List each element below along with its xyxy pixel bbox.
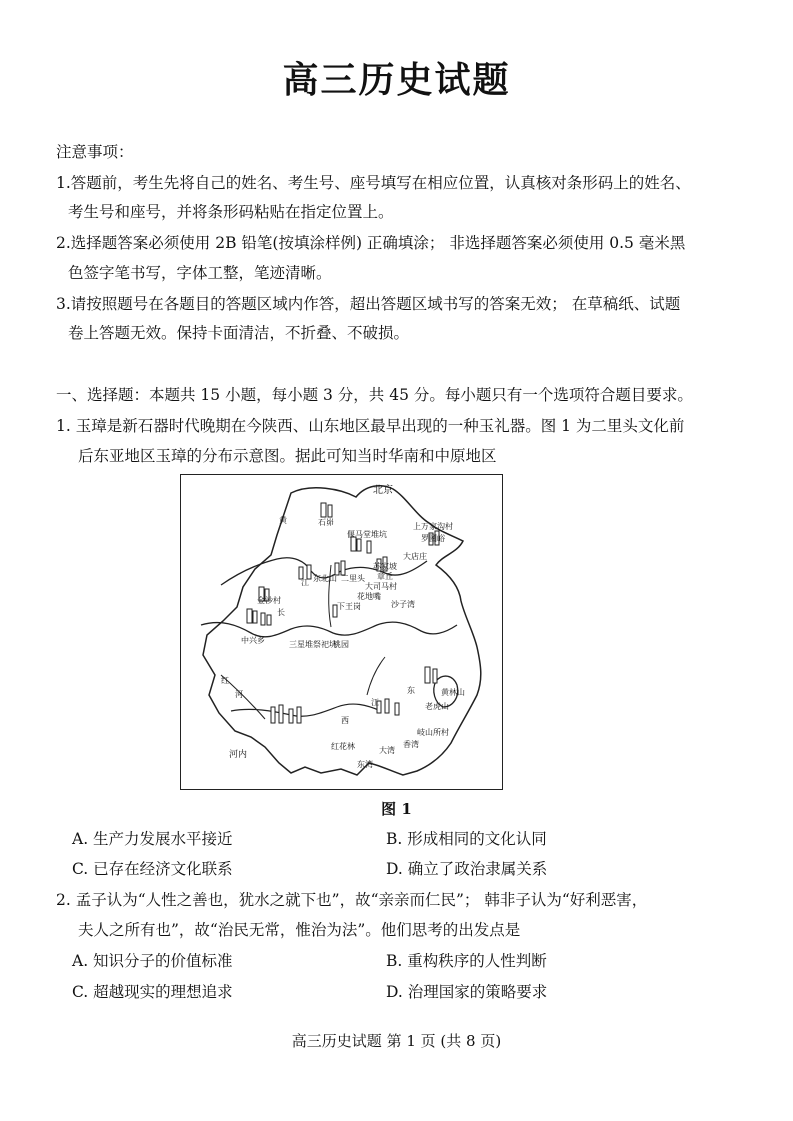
- map-label-luoquan: 罗圈峪: [421, 534, 445, 543]
- question-1-line-1: 1. 玉璋是新石器时代晚期在今陕西、山东地区最早出现的一种玉礼器。图 1 为二里头文化前: [56, 417, 685, 435]
- map-label-laohu: 老虎山: [425, 702, 449, 711]
- q2-option-b[interactable]: B. 重构秩序的人性判断: [386, 952, 547, 970]
- map-label-dawan: 大湾: [379, 746, 395, 755]
- map-label-xiawanggang: 下王岗: [337, 602, 361, 611]
- map-label-shimao: 石峁: [318, 518, 334, 527]
- note-2-line-2: 色签字笔书写，字体工整，笔迹清晰。: [68, 264, 332, 282]
- map-label-jiang2: 江: [371, 698, 379, 707]
- map-label-shangwan: 上万家沟村: [413, 522, 453, 531]
- map-label-huang: 黄: [279, 516, 287, 525]
- question-2-line-2: 夫人之所有也”，故“治民无常，惟治为法”。他们思考的出发点是: [78, 921, 521, 939]
- map-label-dongxiashan: 东北山: [313, 574, 337, 583]
- map-label-zhangqiu: 章丘: [377, 572, 393, 581]
- question-1-line-2: 后东亚地区玉璋的分布示意图。据此可知当时华南和中原地区: [78, 447, 497, 465]
- note-1-line-2: 考生号和座号，并将条形码粘贴在指定位置上。: [68, 203, 394, 221]
- section-heading: 一、选择题：本题共 15 小题，每小题 3 分，共 45 分。每小题只有一个选项符合题目要求。: [56, 386, 693, 404]
- map-label-taohua: 桃园: [333, 640, 349, 649]
- river-tributary: [367, 657, 385, 695]
- map-label-zhongxing: 中兴乡: [241, 636, 265, 645]
- note-1-line-1: 1.答题前，考生先将自己的姓名、考生号、座号填写在相应位置，认真核对条形码上的姓名、: [56, 174, 691, 192]
- map-label-xi: 西: [341, 716, 349, 725]
- map-label-honghualin: 红花林: [331, 742, 355, 751]
- map-label-dadianzhuang: 大店庄: [403, 552, 427, 561]
- map-label-hong: 红: [221, 676, 229, 685]
- map-svg: [181, 475, 502, 789]
- map-label-huazhuang: 花地嘴: [357, 592, 381, 601]
- q2-option-d[interactable]: D. 治理国家的策略要求: [386, 983, 548, 1001]
- map-label-sanxingdui: 三星堆祭祀坑: [289, 640, 337, 649]
- map-label-sucheng: 苏家坡: [373, 562, 397, 571]
- notes-heading: 注意事项：: [56, 143, 134, 161]
- q1-option-b[interactable]: B. 形成相同的文化认同: [386, 830, 547, 848]
- map-label-erlitou: 二里头: [341, 574, 365, 583]
- map-label-chang: 长: [277, 608, 285, 617]
- map-label-dongwan: 东湾: [357, 760, 373, 769]
- map-label-ermaiwei: 偃马堂堆坑: [347, 530, 387, 539]
- map-label-dong: 东: [407, 686, 415, 695]
- q1-option-d[interactable]: D. 确立了政治隶属关系: [386, 860, 548, 878]
- map-label-jiang: 江: [301, 578, 309, 587]
- map-label-jinsha: 金沙村: [257, 596, 281, 605]
- map-label-beijing: 北京: [373, 485, 393, 496]
- page-footer: 高三历史试题 第 1 页 (共 8 页): [291, 1032, 502, 1050]
- map-label-hanoi: 河内: [229, 750, 248, 760]
- question-2-line-1: 2. 孟子认为“人性之善也，犹水之就下也”，故“亲亲而仁民”； 韩非子认为“好利恶害，: [56, 891, 648, 909]
- note-3-line-1: 3.请按照题号在各题目的答题区域内作答，超出答题区域书写的答案无效； 在草稿纸、试题: [56, 295, 681, 313]
- q2-option-a[interactable]: A. 知识分子的价值标准: [72, 952, 233, 970]
- map-label-shaziwan: 沙子湾: [391, 600, 415, 609]
- jade-zhang-distribution-map: [180, 474, 503, 790]
- map-label-huanglin: 黄林山: [441, 688, 465, 697]
- q1-option-a[interactable]: A. 生产力发展水平接近: [72, 830, 233, 848]
- figure-caption: 图 1: [381, 800, 412, 818]
- map-label-gongshan: 岐山所村: [417, 728, 449, 737]
- map-label-xiangwan: 香湾: [403, 740, 419, 749]
- yangtze-river: [201, 622, 457, 637]
- q1-option-c[interactable]: C. 已存在经济文化联系: [72, 860, 233, 878]
- q2-option-c[interactable]: C. 超越现实的理想追求: [72, 983, 233, 1001]
- map-label-he: 河: [235, 690, 243, 699]
- map-label-dasimiao: 大司马村: [365, 582, 397, 591]
- note-3-line-2: 卷上答题无效。保持卡面清洁，不折叠、不破损。: [68, 324, 410, 342]
- page-title: 高三历史试题: [282, 59, 511, 101]
- note-2-line-1: 2.选择题答案必须使用 2B 铅笔(按填涂样例) 正确填涂； 非选择题答案必须使用 0.5 毫米黑: [56, 234, 686, 252]
